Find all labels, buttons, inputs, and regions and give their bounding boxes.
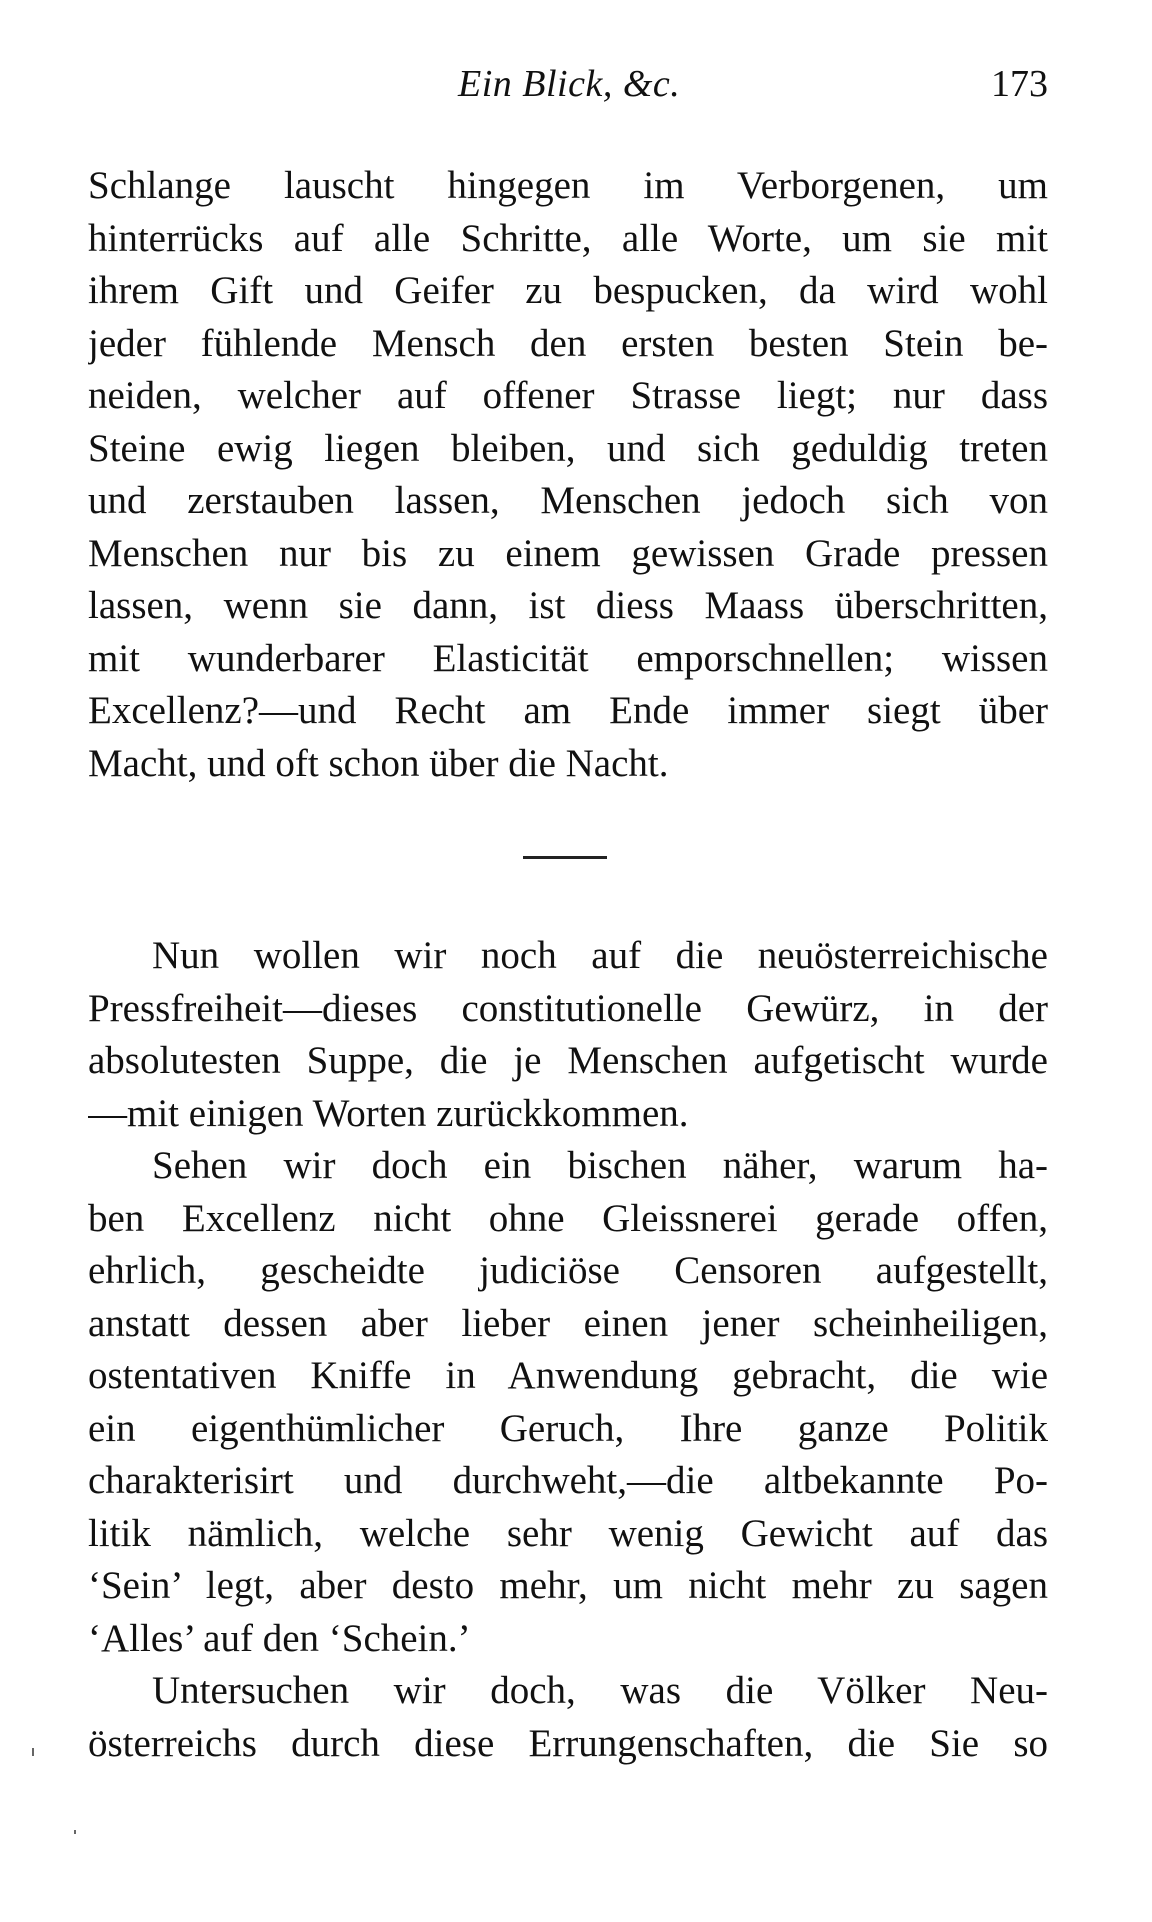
text-line: jeder fühlende Mensch den ersten besten Stein be- <box>88 321 1048 365</box>
section-separator-rule <box>523 856 607 859</box>
scan-speck <box>32 1748 34 1756</box>
running-head <box>88 62 1048 122</box>
text-line: österreichs durch diese Errungenschaften, die Sie so <box>88 1721 1048 1765</box>
text-line: Macht, und oft schon über die Nacht. <box>88 741 669 785</box>
text-line: absolutesten Suppe, die je Menschen aufgetischt wurde <box>88 1039 1048 1082</box>
text-line: ‘Sein’ legt, aber desto mehr, um nicht mehr zu sagen <box>88 1564 1048 1607</box>
text-line: ben Excellenz nicht ohne Gleissnerei gerade offen, <box>88 1196 1048 1240</box>
text-line: neiden, welcher auf offener Strasse liegt; nur dass <box>88 374 1048 417</box>
text-line: anstatt dessen aber lieber einen jener scheinheiligen, <box>88 1301 1048 1345</box>
text-line: charakterisirt und durchweht,—die altbekannte Po- <box>88 1459 1048 1502</box>
text-line: Menschen nur bis zu einem gewissen Grade pressen <box>88 531 1048 575</box>
text-line: ihrem Gift und Geifer zu bespucken, da wird wohl <box>88 269 1048 312</box>
text-line: und zerstauben lassen, Menschen jedoch sich von <box>88 479 1048 522</box>
text-line: litik nämlich, welche sehr wenig Gewicht auf das <box>88 1511 1048 1555</box>
text-line: ehrlich, gescheidte judiciöse Censoren aufgestellt, <box>88 1249 1048 1292</box>
text-line: Sehen wir doch ein bischen näher, warum ha- <box>152 1144 1048 1187</box>
text-line: mit wunderbarer Elasticität emporschnellen; wissen <box>88 636 1048 680</box>
text-line: Excellenz?—und Recht am Ende immer siegt über <box>88 689 1048 732</box>
text-line: Untersuchen wir doch, was die Völker Neu- <box>152 1669 1048 1712</box>
text-line: —mit einigen Worten zurückkommen. <box>88 1091 689 1135</box>
text-line: Schlange lauscht hingegen im Verborgenen, um <box>88 164 1048 207</box>
paragraph-continued <box>88 160 1048 790</box>
text-line: ‘Alles’ auf den ‘Schein.’ <box>88 1616 471 1660</box>
scan-speck <box>74 1830 76 1834</box>
page-number: 173 <box>991 63 1048 105</box>
text-line: Nun wollen wir noch auf die neuösterreichische <box>152 934 1048 977</box>
section-body <box>88 930 1048 1770</box>
running-title: Ein Blick, &c. <box>458 63 681 105</box>
text-line: Pressfreiheit—dieses constitutionelle Gewürz, in der <box>88 986 1048 1030</box>
text-line: ein eigenthümlicher Geruch, Ihre ganze Politik <box>88 1406 1048 1450</box>
text-line: lassen, wenn sie dann, ist diess Maass überschritten, <box>88 584 1048 627</box>
text-line: ostentativen Kniffe in Anwendung gebracht, die wie <box>88 1354 1048 1397</box>
text-line: Steine ewig liegen bleiben, und sich geduldig treten <box>88 426 1048 470</box>
text-line: hinterrücks auf alle Schritte, alle Worte, um sie mit <box>88 216 1048 260</box>
